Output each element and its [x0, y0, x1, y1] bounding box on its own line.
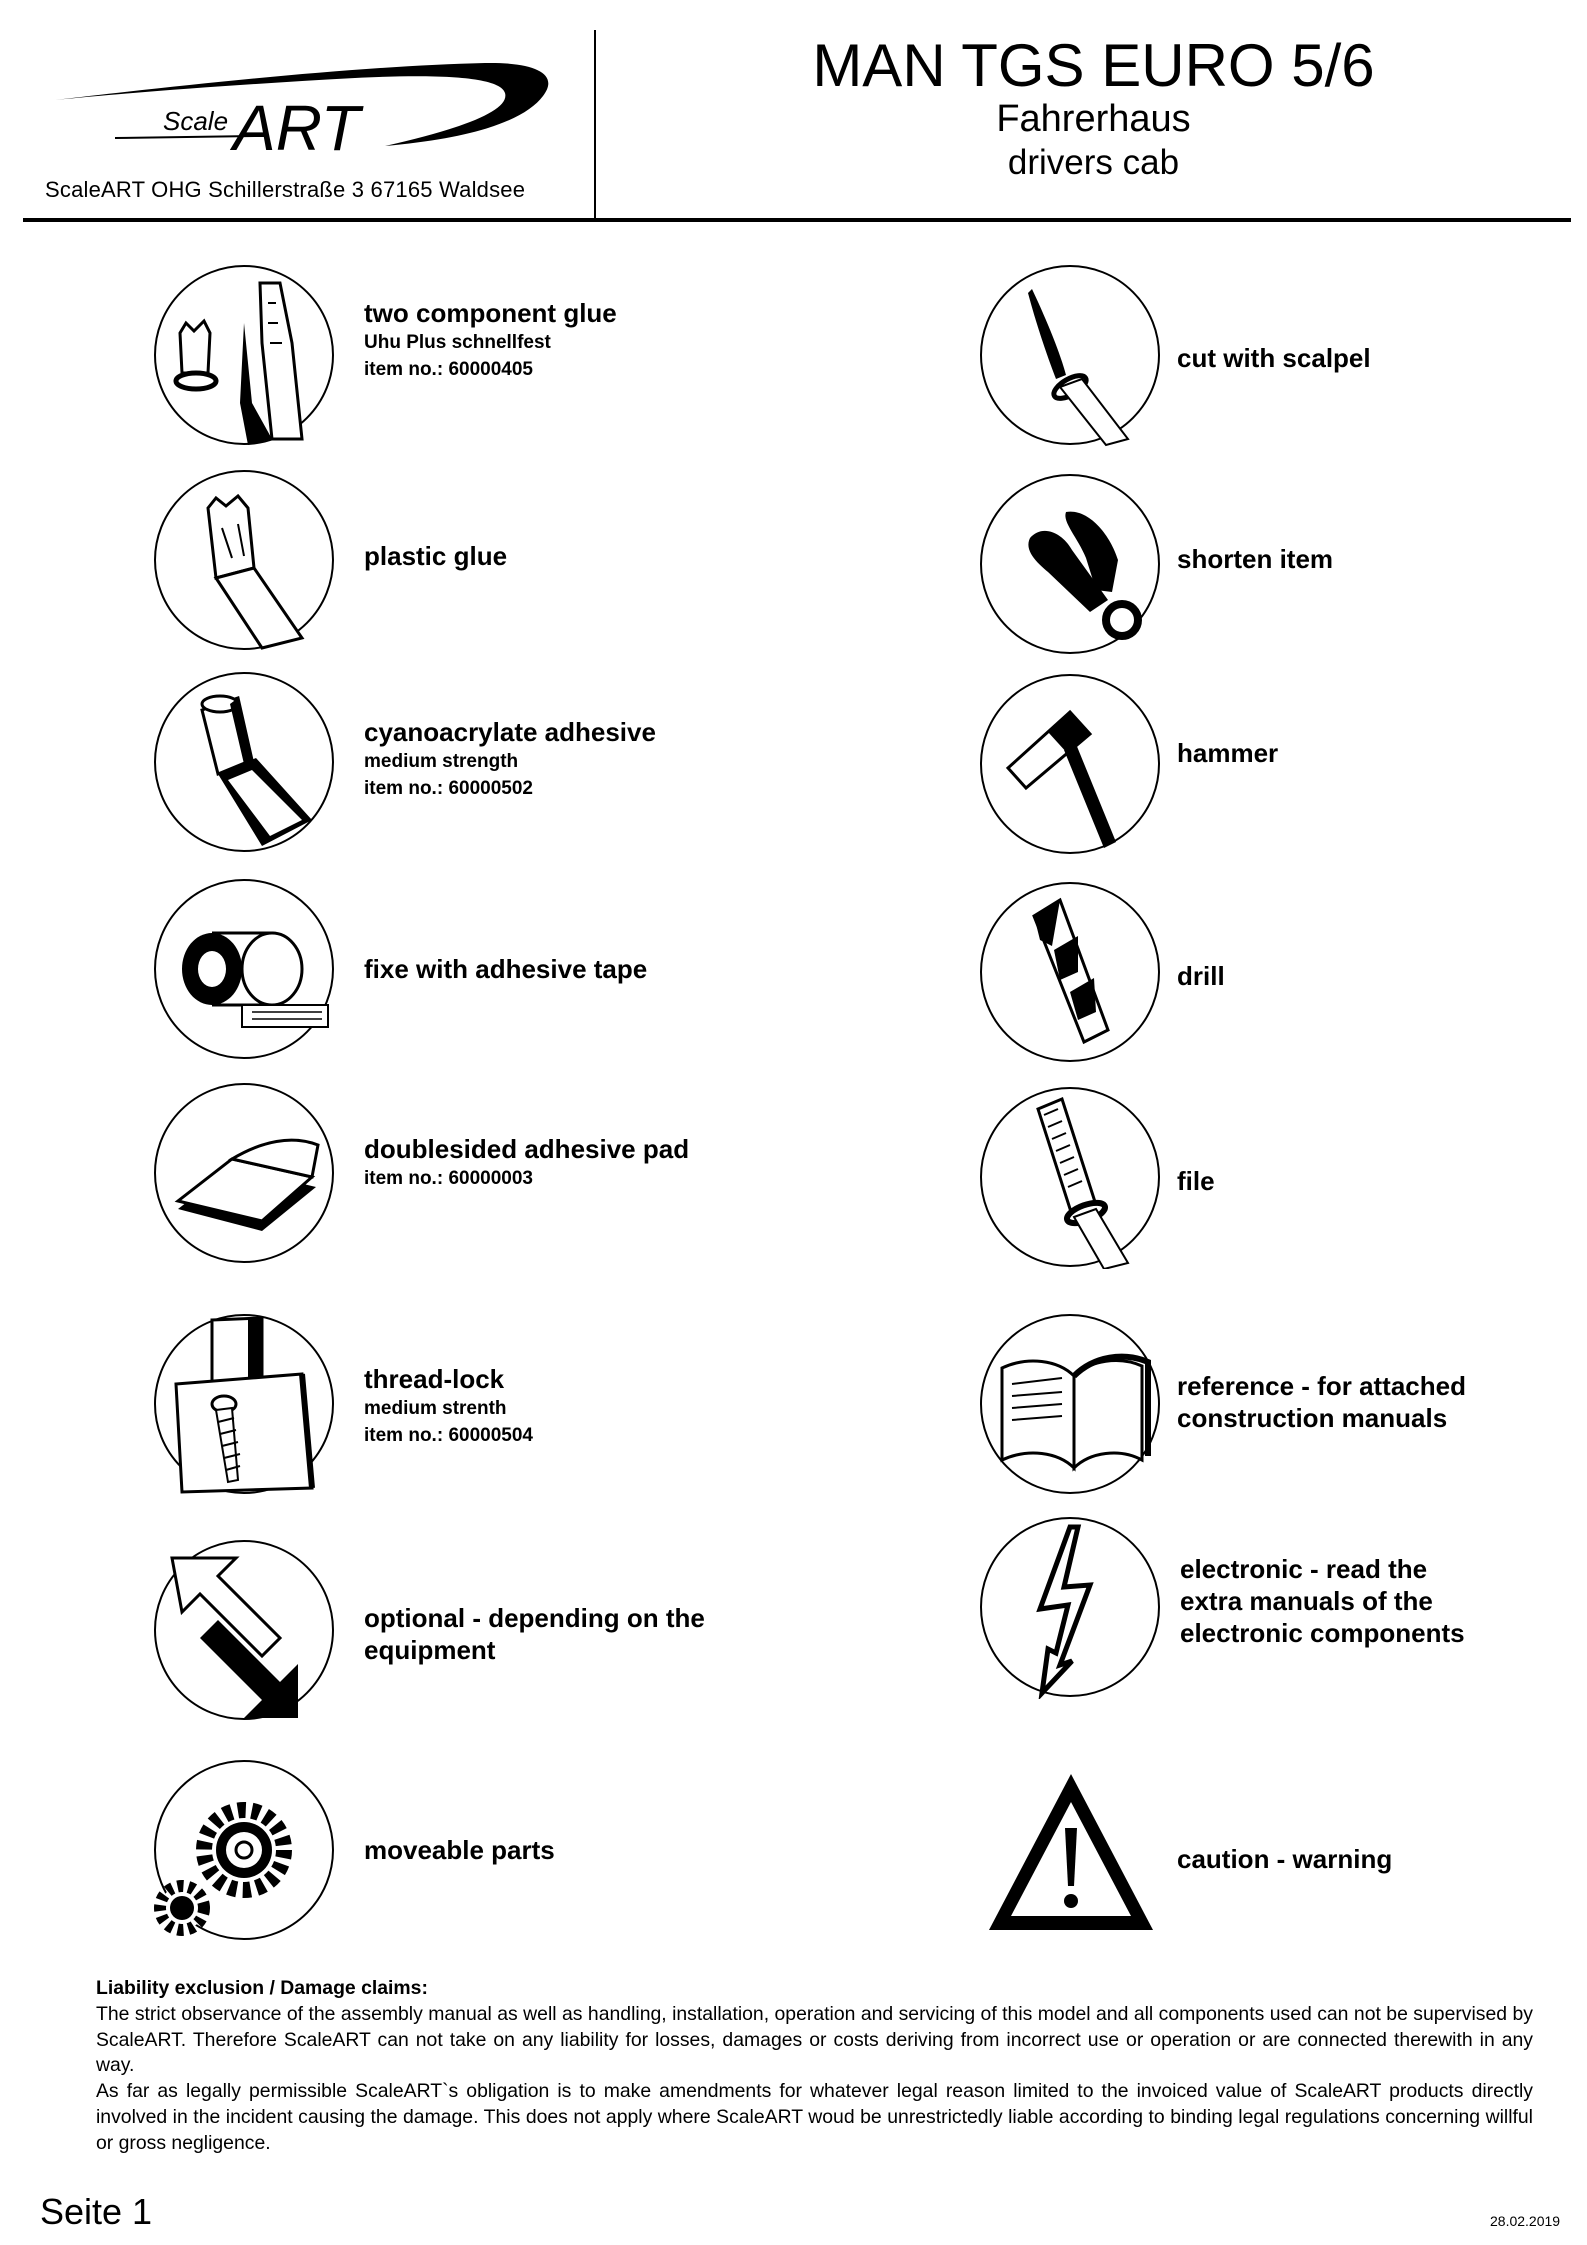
label-title: moveable parts	[364, 1835, 555, 1865]
label-adhesive-tape	[364, 953, 647, 985]
logo-scale-text: Scale	[163, 106, 229, 136]
liability-paragraph-2: As far as legally permissible ScaleART`s obligation is to make amendments for whatever legal reason limited to the invoiced value of ScaleART products directly involved in the incident causing the damage. This does not apply where ScaleART woud be unrestrictedly liable according to binding legal regulations concerning willful or gross negligence.	[96, 2080, 1533, 2154]
adhesive-pad-icon	[152, 1081, 336, 1265]
header-rule	[23, 218, 1571, 222]
label-title-line1: optional - depending on the	[364, 1603, 705, 1633]
label-title-line2: construction manuals	[1177, 1403, 1448, 1433]
label-two-component-glue	[364, 297, 617, 383]
label-title-line3: electronic components	[1180, 1618, 1465, 1648]
lightning-icon	[978, 1515, 1162, 1699]
label-title: cut with scalpel	[1177, 343, 1371, 373]
label-title-line2: extra manuals of the	[1180, 1586, 1433, 1616]
hammer-icon	[978, 672, 1162, 856]
liability-heading: Liability exclusion / Damage claims:	[96, 1977, 428, 1999]
label-title: fixe with adhesive tape	[364, 954, 648, 984]
label-title: file	[1177, 1166, 1215, 1196]
cyanoacrylate-icon	[152, 670, 336, 854]
label-item-number: item no.: 60000502	[364, 778, 533, 799]
plastic-glue-icon	[152, 468, 336, 652]
label-title: shorten item	[1177, 544, 1334, 574]
label-title: thread-lock	[364, 1364, 505, 1394]
label-subtitle: Uhu Plus schnellfest	[364, 332, 551, 353]
label-drill	[1177, 960, 1225, 992]
document-title: MAN TGS EURO 5/6	[812, 32, 1375, 99]
page-number: Seite 1	[40, 2191, 153, 2232]
adhesive-tape-icon	[152, 877, 336, 1061]
label-title: hammer	[1177, 738, 1279, 768]
label-subtitle: medium strenth	[364, 1398, 507, 1419]
label-title: doublesided adhesive pad	[364, 1134, 690, 1164]
label-file	[1177, 1165, 1215, 1197]
label-title: plastic glue	[364, 541, 508, 571]
label-adhesive-pad	[364, 1133, 689, 1192]
label-scalpel	[1177, 342, 1371, 374]
manual-book-icon	[978, 1312, 1162, 1496]
label-reference-manual	[1177, 1370, 1466, 1434]
label-item-number: item no.: 60000003	[364, 1168, 533, 1189]
label-electronic	[1180, 1553, 1465, 1649]
label-title-line1: electronic - read the	[1180, 1554, 1428, 1584]
file-tool-icon	[978, 1085, 1162, 1269]
label-shorten-item	[1177, 543, 1333, 575]
label-caution	[1177, 1843, 1392, 1875]
scalpel-icon	[978, 263, 1162, 447]
label-item-number: item no.: 60000504	[364, 1425, 533, 1446]
label-title-line1: reference - for attached	[1177, 1371, 1466, 1401]
logo-art-text: ART	[233, 92, 360, 164]
label-hammer	[1177, 737, 1278, 769]
gears-icon	[152, 1758, 336, 1942]
liability-notice	[96, 1976, 1533, 2157]
document-subtitle: Fahrerhaus	[996, 98, 1191, 140]
side-cutter-icon	[978, 472, 1162, 656]
two-component-glue-icon	[152, 263, 336, 447]
label-item-number: item no.: 60000405	[364, 359, 533, 380]
company-address: ScaleART OHG Schillerstraße 3 67165 Waldsee	[45, 177, 526, 202]
label-title: caution - warning	[1177, 1844, 1393, 1874]
thread-lock-icon	[152, 1312, 336, 1496]
header-divider	[594, 30, 596, 220]
optional-arrows-icon	[152, 1538, 336, 1722]
label-cyanoacrylate	[364, 716, 656, 802]
label-title: drill	[1177, 961, 1225, 991]
liability-paragraph-1: The strict observance of the assembly manual as well as handling, installation, operation and servicing of this model and all components used can not be supervised by ScaleART. Therefore ScaleART can not take on any liability for losses, damages or costs deriving from incorrect use or operation or are connected therewith in any way.	[96, 2002, 1533, 2077]
document-date: 28.02.2019	[1490, 2213, 1561, 2229]
warning-triangle-icon	[985, 1768, 1157, 1938]
label-title: two component glue	[364, 298, 617, 328]
label-thread-lock	[364, 1363, 533, 1449]
scaleart-logo	[55, 58, 555, 168]
label-title-line2: equipment	[364, 1635, 496, 1665]
drill-icon	[978, 880, 1162, 1064]
label-title: cyanoacrylate adhesive	[364, 717, 656, 747]
label-moveable-parts	[364, 1834, 555, 1866]
document-subtitle-english: drivers cab	[1007, 143, 1180, 182]
label-subtitle: medium strength	[364, 751, 519, 772]
label-plastic-glue	[364, 540, 507, 572]
label-optional	[364, 1602, 705, 1666]
